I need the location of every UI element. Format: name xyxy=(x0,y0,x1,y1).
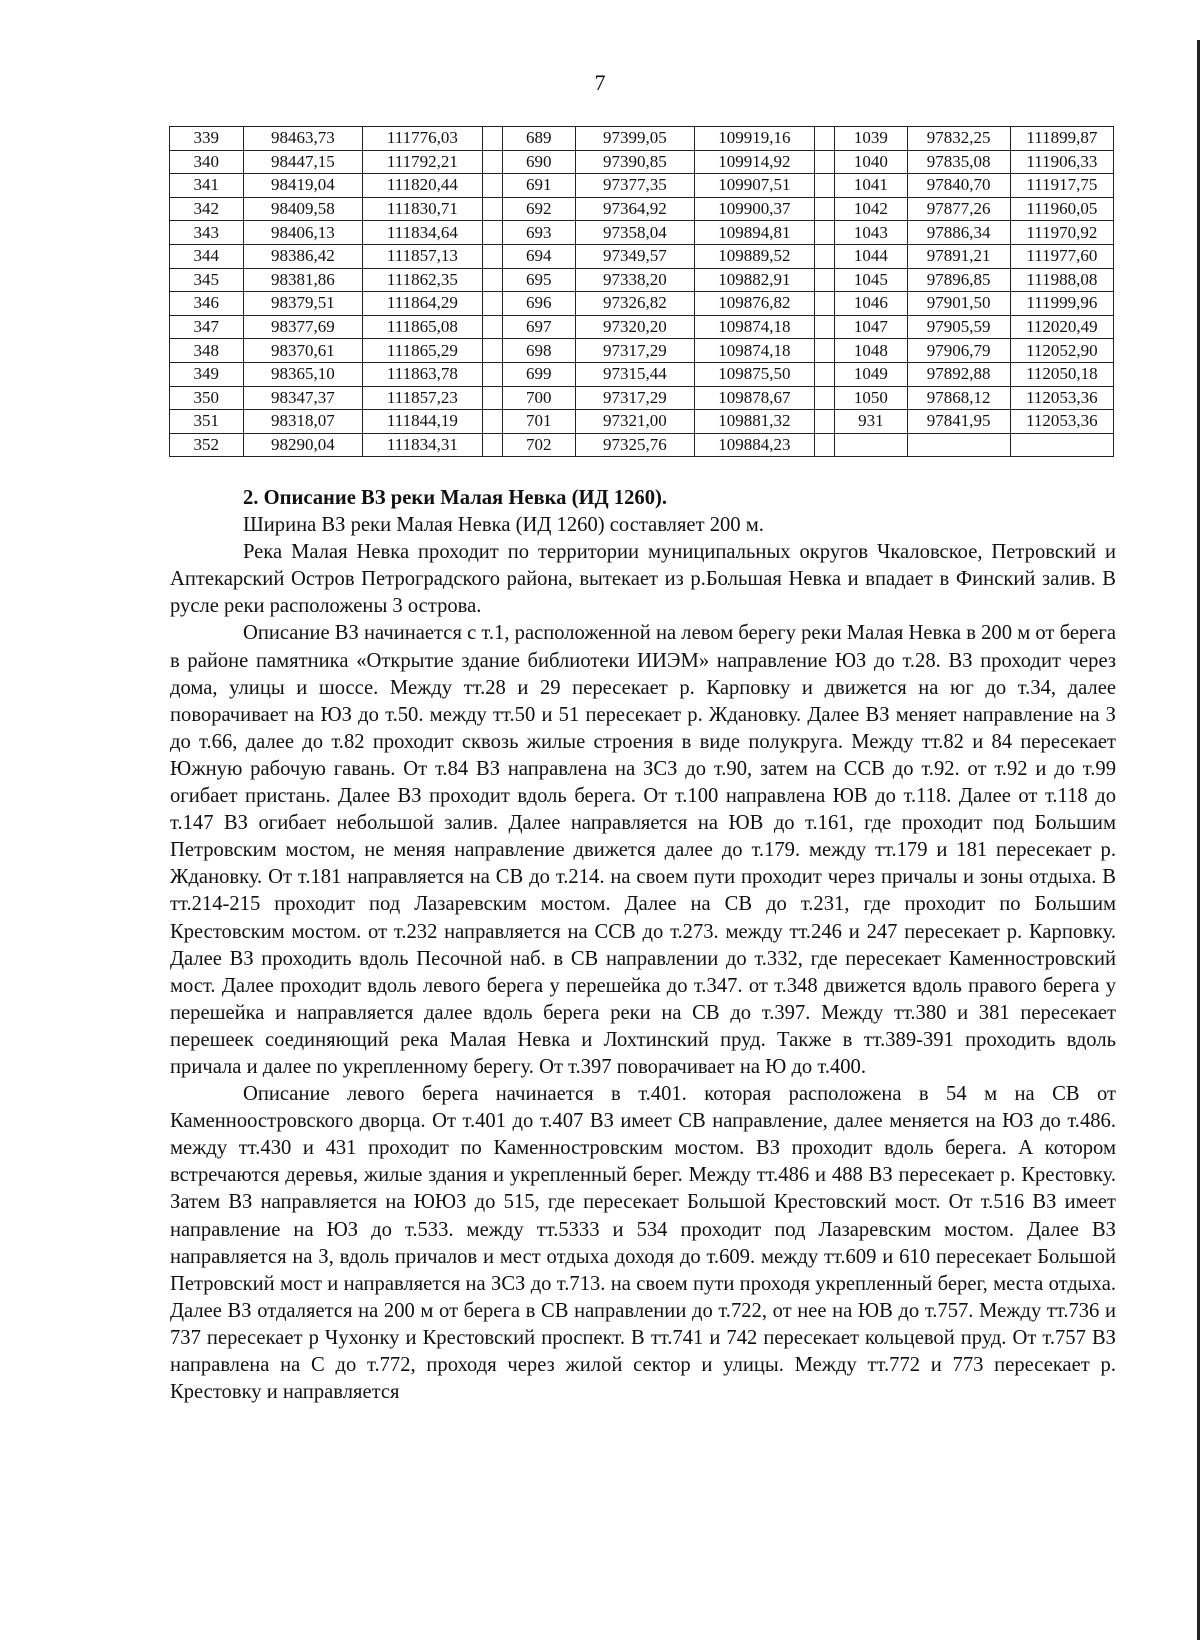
table-cell: 697 xyxy=(503,315,576,339)
table-cell: 692 xyxy=(503,197,576,221)
table-gap-cell xyxy=(482,268,502,292)
table-gap-cell xyxy=(814,197,834,221)
table-cell: 111977,60 xyxy=(1010,244,1113,268)
coordinates-table xyxy=(169,126,1114,457)
table-cell: 112050,18 xyxy=(1010,362,1113,386)
table-cell: 97349,57 xyxy=(575,244,695,268)
table-cell: 98379,51 xyxy=(243,292,363,316)
table-cell: 98377,69 xyxy=(243,315,363,339)
table-cell: 97868,12 xyxy=(907,386,1010,410)
table-row xyxy=(170,127,1114,151)
table-cell: 111960,05 xyxy=(1010,197,1113,221)
table-gap-cell xyxy=(814,127,834,151)
table-row xyxy=(170,150,1114,174)
table-cell: 111834,64 xyxy=(363,221,483,245)
table-cell: 112052,90 xyxy=(1010,339,1113,363)
table-cell: 97896,85 xyxy=(907,268,1010,292)
table-cell: 109875,50 xyxy=(695,362,815,386)
table-cell: 111834,31 xyxy=(363,433,483,457)
table-cell: 109889,52 xyxy=(695,244,815,268)
table-cell: 345 xyxy=(170,268,244,292)
table-cell: 98290,04 xyxy=(243,433,363,457)
table-cell: 97891,21 xyxy=(907,244,1010,268)
table-cell: 109900,37 xyxy=(695,197,815,221)
table-body xyxy=(170,127,1114,457)
table-cell: 693 xyxy=(503,221,576,245)
table-cell: 111776,03 xyxy=(363,127,483,151)
paragraph: Река Малая Невка проходит по территории муниципальных округов Чкаловское, Петровский и Аптекарский Остров Петроградского района, вытекает из р.Большая Невка и впадает в Финский залив. В русле реки расположены 3 острова. xyxy=(170,541,1116,618)
table-cell: 98419,04 xyxy=(243,174,363,198)
table-gap-cell xyxy=(482,315,502,339)
table-cell: 112053,36 xyxy=(1010,386,1113,410)
table-cell: 1048 xyxy=(835,339,908,363)
table-gap-cell xyxy=(814,339,834,363)
table-gap-cell xyxy=(482,244,502,268)
table-cell: 1047 xyxy=(835,315,908,339)
table-cell: 111988,08 xyxy=(1010,268,1113,292)
table-cell: 1044 xyxy=(835,244,908,268)
table-cell: 1046 xyxy=(835,292,908,316)
table-gap-cell xyxy=(814,410,834,434)
table-cell: 111830,71 xyxy=(363,197,483,221)
table-row xyxy=(170,244,1114,268)
table-cell: 98318,07 xyxy=(243,410,363,434)
table-cell: 109874,18 xyxy=(695,315,815,339)
table-cell: 97390,85 xyxy=(575,150,695,174)
table-cell: 97832,25 xyxy=(907,127,1010,151)
table-cell: 696 xyxy=(503,292,576,316)
table-cell: 352 xyxy=(170,433,244,457)
table-row xyxy=(170,410,1114,434)
table-cell: 1049 xyxy=(835,362,908,386)
table-cell xyxy=(1010,433,1113,457)
table-cell: 343 xyxy=(170,221,244,245)
table-cell: 109874,18 xyxy=(695,339,815,363)
table-cell: 109894,81 xyxy=(695,221,815,245)
table-row xyxy=(170,386,1114,410)
table-cell: 698 xyxy=(503,339,576,363)
table-gap-cell xyxy=(482,150,502,174)
table-cell: 342 xyxy=(170,197,244,221)
table-cell: 1039 xyxy=(835,127,908,151)
table-cell: 97364,92 xyxy=(575,197,695,221)
table-cell: 111857,23 xyxy=(363,386,483,410)
table-cell: 690 xyxy=(503,150,576,174)
table-row xyxy=(170,292,1114,316)
table-cell: 97892,88 xyxy=(907,362,1010,386)
table-cell: 111792,21 xyxy=(363,150,483,174)
table-cell: 340 xyxy=(170,150,244,174)
table-gap-cell xyxy=(482,127,502,151)
table-cell: 97905,59 xyxy=(907,315,1010,339)
table-cell: 98347,37 xyxy=(243,386,363,410)
table-gap-cell xyxy=(814,244,834,268)
table-cell: 97315,44 xyxy=(575,362,695,386)
table-cell: 109919,16 xyxy=(695,127,815,151)
table-cell: 695 xyxy=(503,268,576,292)
table-cell: 97841,95 xyxy=(907,410,1010,434)
table-cell: 1050 xyxy=(835,386,908,410)
table-cell: 97358,04 xyxy=(575,221,695,245)
table-cell: 1042 xyxy=(835,197,908,221)
table-cell: 701 xyxy=(503,410,576,434)
table-cell: 702 xyxy=(503,433,576,457)
table-cell: 344 xyxy=(170,244,244,268)
table-cell: 350 xyxy=(170,386,244,410)
table-cell: 1045 xyxy=(835,268,908,292)
table-cell: 98370,61 xyxy=(243,339,363,363)
table-gap-cell xyxy=(482,197,502,221)
table-gap-cell xyxy=(814,292,834,316)
table-cell: 98386,42 xyxy=(243,244,363,268)
table-row xyxy=(170,221,1114,245)
table-cell: 98406,13 xyxy=(243,221,363,245)
table-cell: 97886,34 xyxy=(907,221,1010,245)
table-row xyxy=(170,197,1114,221)
table-gap-cell xyxy=(814,433,834,457)
table-cell: 694 xyxy=(503,244,576,268)
table-cell: 97835,08 xyxy=(907,150,1010,174)
table-cell: 112053,36 xyxy=(1010,410,1113,434)
table-gap-cell xyxy=(482,362,502,386)
table-gap-cell xyxy=(482,292,502,316)
table-cell: 109876,82 xyxy=(695,292,815,316)
table-cell: 98463,73 xyxy=(243,127,363,151)
table-cell: 699 xyxy=(503,362,576,386)
table-cell: 109914,92 xyxy=(695,150,815,174)
table-gap-cell xyxy=(814,221,834,245)
table-gap-cell xyxy=(814,174,834,198)
table-cell: 111862,35 xyxy=(363,268,483,292)
table-cell: 111857,13 xyxy=(363,244,483,268)
table-gap-cell xyxy=(814,268,834,292)
table-cell: 1043 xyxy=(835,221,908,245)
table-cell: 347 xyxy=(170,315,244,339)
paragraph: Описание ВЗ начинается с т.1, расположенной на левом берегу реки Малая Невка в 200 м от берега в районе памятника «Открытие здание библиотеки ИИЭМ» направление ЮЗ до т.28. ВЗ проходит через дома, улицы и шоссе. Между тт.28 и 29 пересекает р. Карповку и движется на юг до т.34, далее поворачивает на ЮЗ до т.50. между тт.50 и 51 пересекает р. Ждановку. Далее ВЗ меняет направление на З до т.66, далее до т.82 проходит сквозь жилые строения в виде полукруга. Между тт.82 и 84 пересекает Южную рабочую гавань. От т.84 ВЗ направлена на ЗСЗ до т.90, затем на ССВ до т.92. от т.92 и до т.99 огибает пристань. Далее ВЗ проходит вдоль берега. От т.100 направлена ЮВ до т.118. Далее от т.118 до т.147 ВЗ огибает небольшой залив. Далее направляется на ЮВ до т.161, где проходит под Большим Петровским мостом, не меняя направление движется далее до т.179. между тт.179 и 181 пересекает р. Ждановку. От т.181 направляется на СВ до т.214. на своем пути проходит через причалы и зоны отдыха. В тт.214-215 проходит под Лазаревским мостом. Далее на СВ до т.231, где проходит по Большим Крестовским мостом. от т.232 направляется на ССВ до т.273. между тт.246 и 247 пересекает р. Карповку. Далее ВЗ проходить вдоль Песочной наб. в СВ направлении до т.332, где пересекает Каменностровский мост. Далее проходит вдоль левого берега у перешейка до т.347. от т.348 движется вдоль правого берега у перешейка и направляется далее вдоль берега реки на СВ до т.397. Между тт.380 и 381 пересекает перешеек соединяющий река Малая Невка и Лохтинский пруд. Также в тт.389-391 проходить вдоль причала и далее по укрепленному берегу. От т.397 поворачивает на Ю до т.400. xyxy=(170,622,1116,1078)
table-cell: 111865,29 xyxy=(363,339,483,363)
table-gap-cell xyxy=(482,339,502,363)
table-cell: 98365,10 xyxy=(243,362,363,386)
table-cell: 111970,92 xyxy=(1010,221,1113,245)
table-cell xyxy=(907,433,1010,457)
table-cell xyxy=(835,433,908,457)
paragraph: Описание левого берега начинается в т.401. которая расположена в 54 м на СВ от Каменноостровского дворца. От т.401 до т.407 ВЗ имеет СВ направление, далее меняется на ЮЗ до т.486. между тт.430 и 431 проходит по Каменностровским мостом. ВЗ проходит вдоль берега. А котором встречаются деревья, жилые здания и укрепленный берег. Между тт.486 и 488 ВЗ пересекает р. Крестовку. Затем ВЗ направляется на ЮЮЗ до 515, где пересекает Большой Крестовский мост. От т.516 ВЗ имеет направление на ЮЗ до т.533. между тт.5333 и 534 проходит под Лазаревским мостом. Далее ВЗ направляется на З, вдоль причалов и мест отдыха доходя до т.609. между тт.609 и 610 пересекает Большой Петровский мост и направляется на ЗСЗ до т.713. на своем пути проходя укрепленный берег, места отдыха. Далее ВЗ отдаляется на 200 м от берега в СВ направлении до т.722, от нее на ЮВ до т.757. Между тт.736 и 737 пересекает р Чухонку и Крестовский проспект. В тт.741 и 742 пересекает кольцевой пруд. От т.757 ВЗ направлена на С до т.772, проходя через жилой сектор и улицы. Между тт.772 и 773 пересекает р. Крестовку и направляется xyxy=(170,1083,1116,1404)
table-cell: 97840,70 xyxy=(907,174,1010,198)
table-cell: 111844,19 xyxy=(363,410,483,434)
table-cell: 112020,49 xyxy=(1010,315,1113,339)
table-cell: 97321,00 xyxy=(575,410,695,434)
table-cell: 349 xyxy=(170,362,244,386)
table-cell: 97317,29 xyxy=(575,386,695,410)
table-cell: 348 xyxy=(170,339,244,363)
table-row xyxy=(170,339,1114,363)
table-cell: 111863,78 xyxy=(363,362,483,386)
table-cell: 341 xyxy=(170,174,244,198)
table-gap-cell xyxy=(814,386,834,410)
table-cell: 97906,79 xyxy=(907,339,1010,363)
table-cell: 111999,96 xyxy=(1010,292,1113,316)
table-cell: 97901,50 xyxy=(907,292,1010,316)
table-cell: 97377,35 xyxy=(575,174,695,198)
table-cell: 109878,67 xyxy=(695,386,815,410)
table-cell: 351 xyxy=(170,410,244,434)
table-row xyxy=(170,268,1114,292)
table-cell: 111820,44 xyxy=(363,174,483,198)
table-cell: 339 xyxy=(170,127,244,151)
table-cell: 700 xyxy=(503,386,576,410)
table-cell: 97399,05 xyxy=(575,127,695,151)
table-cell: 109884,23 xyxy=(695,433,815,457)
section-heading: 2. Описание ВЗ реки Малая Невка (ИД 1260). xyxy=(243,487,668,509)
table-gap-cell xyxy=(482,410,502,434)
table-cell: 97877,26 xyxy=(907,197,1010,221)
table-cell: 1041 xyxy=(835,174,908,198)
table-cell: 97338,20 xyxy=(575,268,695,292)
paragraph: Ширина ВЗ реки Малая Невка (ИД 1260) составляет 200 м. xyxy=(243,514,764,537)
table-gap-cell xyxy=(482,386,502,410)
table-cell: 689 xyxy=(503,127,576,151)
table-cell: 111917,75 xyxy=(1010,174,1113,198)
body-text xyxy=(170,485,1116,1406)
table-cell: 109881,32 xyxy=(695,410,815,434)
table-cell: 111906,33 xyxy=(1010,150,1113,174)
table-cell: 691 xyxy=(503,174,576,198)
table-cell: 97320,20 xyxy=(575,315,695,339)
table-cell: 1040 xyxy=(835,150,908,174)
table-cell: 98409,58 xyxy=(243,197,363,221)
table-cell: 97325,76 xyxy=(575,433,695,457)
table-cell: 109907,51 xyxy=(695,174,815,198)
table-cell: 111865,08 xyxy=(363,315,483,339)
table-cell: 98381,86 xyxy=(243,268,363,292)
page-number: 7 xyxy=(594,70,606,95)
table-gap-cell xyxy=(814,150,834,174)
table-row xyxy=(170,174,1114,198)
table-gap-cell xyxy=(814,315,834,339)
table-cell: 97326,82 xyxy=(575,292,695,316)
table-cell: 111899,87 xyxy=(1010,127,1113,151)
table-cell: 346 xyxy=(170,292,244,316)
table-cell: 97317,29 xyxy=(575,339,695,363)
table-cell: 111864,29 xyxy=(363,292,483,316)
table-gap-cell xyxy=(482,433,502,457)
table-row xyxy=(170,362,1114,386)
table-row xyxy=(170,433,1114,457)
table-cell: 109882,91 xyxy=(695,268,815,292)
table-cell: 98447,15 xyxy=(243,150,363,174)
table-gap-cell xyxy=(482,221,502,245)
table-row xyxy=(170,315,1114,339)
table-gap-cell xyxy=(482,174,502,198)
table-cell: 931 xyxy=(835,410,908,434)
table-gap-cell xyxy=(814,362,834,386)
